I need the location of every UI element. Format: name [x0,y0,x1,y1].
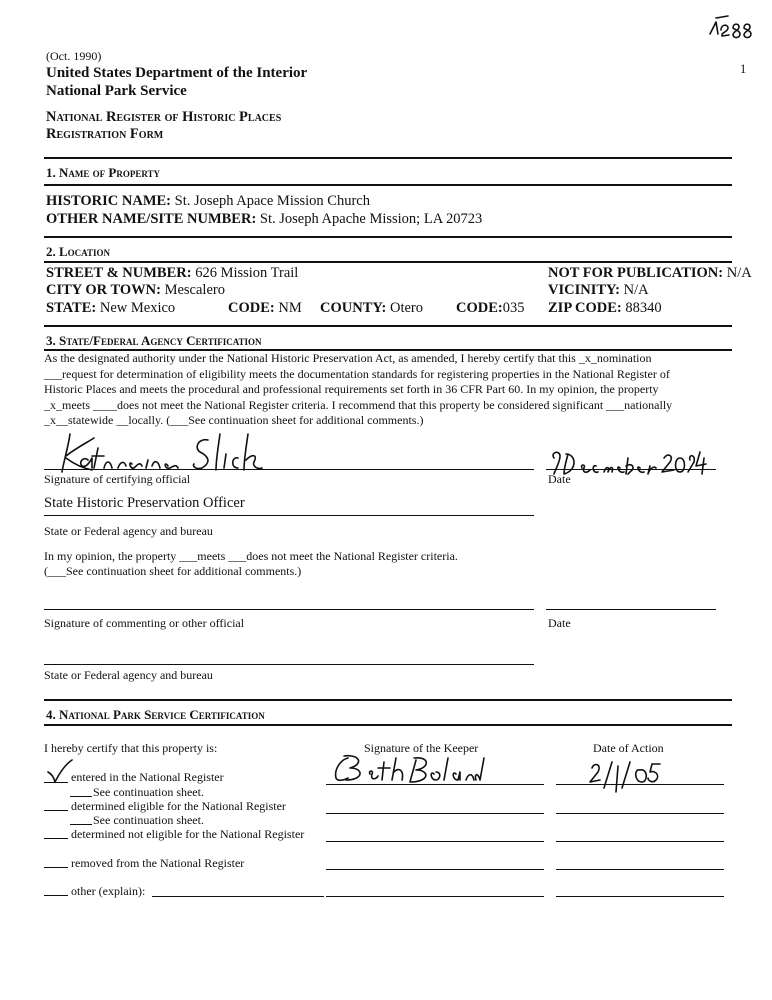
paragraph-line: Historic Places and meets the procedural and professional requirements set forth in 36 CFR Part 60. In my opinion, the property [44,382,659,397]
agency-line-2 [44,664,534,665]
section-4-heading [46,707,265,723]
keeper-line-5 [326,896,544,897]
section-number: 2. [46,244,56,259]
signature-line [44,469,534,470]
option-other: other (explain): [71,884,146,898]
register-title: National Register of Historic Places [46,109,282,125]
not-for-publication-row [548,265,752,282]
option-not-eligible: determined not eligible for the National Register [71,827,305,841]
agency-label-2: State or Federal agency and bureau [44,668,213,682]
action-line-3 [556,841,724,842]
section-number: 4. [46,707,56,722]
paragraph-line: _x_meets ____does not meet the National Register criteria. I recommend that this property be considered significant ___nationally [44,397,673,412]
blank-removed [44,867,68,868]
city-row [46,282,225,299]
blank-other [44,895,68,896]
not-for-publication-value: N/A [726,265,752,281]
vicinity-row [548,282,649,299]
state-code-value: NM [278,300,302,316]
certify-intro: I hereby certify that this property is: [44,741,218,755]
form-title: Registration Form [46,126,164,142]
section-title: State/Federal Agency Certification [59,333,262,348]
section-rule [44,724,732,726]
service-name: National Park Service [46,83,187,99]
section-title: National Park Service Certification [59,707,265,722]
historic-name-row [46,193,370,210]
city-label: CITY OR TOWN: [46,282,161,298]
opinion-line-1: In my opinion, the property ___meets ___does not meet the National Register criteria. [44,549,458,563]
date-of-action-handwritten [586,758,666,798]
signature-label: Signature of certifying official [44,472,191,486]
county-value: Otero [389,300,423,316]
certification-paragraph [44,351,672,429]
keeper-label: Signature of the Keeper [364,741,479,755]
other-name-label: OTHER NAME/SITE NUMBER: [46,211,257,227]
section-3-heading [46,333,262,349]
commenting-date-label: Date [548,616,571,630]
state-code-label: CODE: [228,300,275,316]
handwritten-page-number [706,12,766,42]
historic-name-label: HISTORIC NAME: [46,193,172,209]
department-name: United States Department of the Interior [46,65,308,81]
keeper-line-4 [326,869,544,870]
vicinity-label: VICINITY: [548,282,620,298]
action-line-2 [556,813,724,814]
section-rule [44,699,732,701]
blank-entered [44,782,68,783]
county-code-label: CODE: [456,300,503,316]
action-line-5 [556,896,724,897]
page-mark: 1 [740,62,747,76]
blank-not-eligible [44,838,68,839]
county-code-value: 035 [502,300,525,316]
zip-value: 88340 [625,300,662,316]
opinion-line-2: (___See continuation sheet for additional comments.) [44,564,302,578]
city-value: Mescalero [164,282,225,298]
section-rule [44,261,732,263]
state-row [46,300,175,317]
section-1-heading [46,165,160,181]
section-title: Location [59,244,111,259]
option-eligible: determined eligible for the National Register [71,799,286,813]
keeper-line-1 [326,784,544,785]
state-label: STATE: [46,300,97,316]
section-title: Name of Property [59,165,161,180]
section-rule [44,157,732,159]
historic-name-value: St. Joseph Apace Mission Church [174,193,370,209]
paragraph-line: ___request for determination of eligibility meets the documentation standards for registering properties in the National Register of [44,366,670,381]
zip-label: ZIP CODE: [548,300,622,316]
form-date: (Oct. 1990) [46,49,102,63]
option-entered: entered in the National Register [71,770,224,784]
keeper-line-2 [326,813,544,814]
street-label: STREET & NUMBER: [46,265,192,281]
other-name-row [46,211,482,228]
agency-label: State or Federal agency and bureau [44,524,213,538]
blank-cont-1 [70,796,92,797]
commenting-date-line [546,609,716,610]
street-value: 626 Mission Trail [195,265,299,281]
action-date-label: Date of Action [593,741,664,755]
county-label: COUNTY: [320,300,387,316]
street-row [46,265,298,282]
blank-eligible [44,810,68,811]
vicinity-value: N/A [623,282,649,298]
county-code-row [456,300,524,317]
continuation-2: See continuation sheet. [93,813,204,827]
commenting-signature-line [44,609,534,610]
section-rule [44,236,732,238]
county-row [320,300,423,317]
state-code-row [228,300,302,317]
action-line-4 [556,869,724,870]
commenting-signature-label: Signature of commenting or other official [44,616,245,630]
signature-date-handwritten [546,444,716,478]
continuation-1: See continuation sheet. [93,785,204,799]
keeper-signature [330,752,490,786]
other-explain-line [152,896,324,897]
blank-cont-2 [70,824,92,825]
date-line [546,469,716,470]
section-number: 3. [46,333,56,348]
date-label: Date [548,472,571,486]
section-number: 1. [46,165,56,180]
not-for-publication-label: NOT FOR PUBLICATION: [548,265,724,281]
state-value: New Mexico [99,300,176,316]
checkmark-icon [44,758,74,784]
section-2-heading [46,244,110,260]
title-line [44,515,534,516]
official-title: State Historic Preservation Officer [44,495,245,511]
zip-row [548,300,662,317]
section-rule [44,325,732,327]
paragraph-line: As the designated authority under the National Historic Preservation Act, as amended, I hereby certify that this _x_nomination [44,351,652,365]
paragraph-line: _x__statewide __locally. (___See continuation sheet for additional comments.) [44,413,424,428]
other-name-value: St. Joseph Apache Mission; LA 20723 [259,211,483,227]
keeper-line-3 [326,841,544,842]
section-rule [44,184,732,186]
option-removed: removed from the National Register [71,856,245,870]
action-line-1 [556,784,724,785]
